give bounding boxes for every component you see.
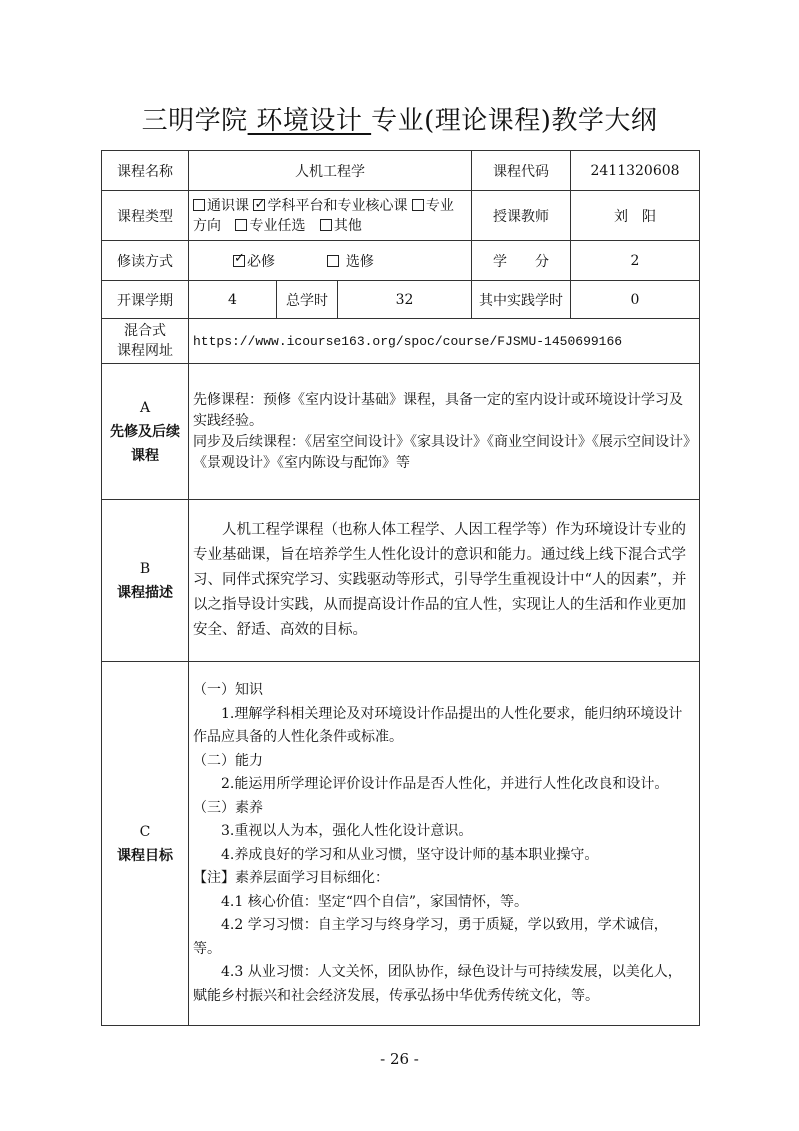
checkbox-elective-icon <box>235 219 247 231</box>
course-url-label <box>102 319 189 364</box>
follow-up-courses: 同步及后续课程：《居室空间设计》《家具设计》《商业空间设计》《展示空间设计》《景观设计》《室内陈设与配饰》等 <box>193 433 690 471</box>
section-c-title: 课程目标 <box>117 847 173 864</box>
prerequisite-courses: 先修课程：预修《室内设计基础》课程，具备一定的室内设计或环境设计学习及实践经验。 <box>193 391 683 429</box>
checkbox-checked-platform-icon <box>253 199 265 211</box>
total-hours-value: 32 <box>338 281 472 319</box>
objective-line: 4.2 学习习惯：自主学习与终身学习，勇于质疑，学以致用，学术诚信，等。 <box>193 917 668 957</box>
page-title <box>0 100 799 137</box>
course-type-label: 课程类型 <box>102 191 189 241</box>
study-mode-options <box>189 241 472 281</box>
option-other: 其他 <box>333 217 362 234</box>
course-code-value: 2411320608 <box>571 151 700 191</box>
course-description: 人机工程学课程（也称人体工程学、人因工程学等）作为环境设计专业的专业基础课，旨在培养学生人性化设计的意识和能力。通过线上线下混合式学习、同伴式探究学习、实践驱动等形式，引导学生重视设计中“人的因素”，并以之指导设计实践，从而提高设计作品的宜人性，实现让人的生活和作业更加安全、舒适、高效的目标。 <box>189 500 700 662</box>
objective-line: （一）知识 <box>193 682 263 698</box>
objective-line: （三）素养 <box>193 799 263 816</box>
row-course-name <box>102 151 700 191</box>
option-general: 通识课 <box>207 197 249 214</box>
total-hours-label: 总学时 <box>277 281 338 319</box>
row-study-mode <box>102 241 700 281</box>
option-platform: 学科平台和专业核心课 <box>267 197 408 214</box>
row-section-c <box>102 662 700 1026</box>
course-name-value: 人机工程学 <box>189 151 472 191</box>
title-major: 环境设计 <box>247 106 372 136</box>
credit-value: 2 <box>571 241 700 281</box>
checkbox-direction-icon <box>412 199 424 211</box>
section-b-label <box>102 500 189 662</box>
course-objectives <box>189 662 700 1026</box>
study-mode-label: 修读方式 <box>102 241 189 281</box>
title-suffix: 专业(理论课程)教学大纲 <box>371 106 658 136</box>
row-section-a <box>102 364 700 500</box>
objective-line: 【注】素养层面学习目标细化： <box>193 870 389 886</box>
section-a-title-line2: 课程 <box>131 447 159 464</box>
option-elective: 专业任选 <box>249 217 306 234</box>
section-c-letter: C <box>139 823 151 840</box>
row-semester <box>102 281 700 319</box>
checkbox-other-icon <box>320 219 332 231</box>
checkbox-general-icon <box>193 199 205 211</box>
section-a-letter: A <box>139 399 151 416</box>
option-optional: 选修 <box>345 253 374 270</box>
semester-label: 开课学期 <box>102 281 189 319</box>
section-a-label <box>102 364 189 500</box>
title-prefix: 三明学院 <box>141 106 248 136</box>
checkbox-optional-icon <box>327 255 339 267</box>
syllabus-table <box>101 150 700 1026</box>
row-section-b <box>102 500 700 662</box>
row-course-type <box>102 191 700 241</box>
section-a-title-line1: 先修及后续 <box>110 423 180 440</box>
practice-hours-value: 0 <box>571 281 700 319</box>
section-a-content <box>189 364 700 500</box>
objective-line: 2.能运用所学理论评价设计作品是否人性化，并进行人性化改良和设计。 <box>221 776 669 792</box>
semester-value: 4 <box>189 281 277 319</box>
course-code-label: 课程代码 <box>472 151 571 191</box>
objective-line: （二）能力 <box>193 752 263 769</box>
course-url-link[interactable]: https://www.icourse163.org/spoc/course/FJSMU-1450699166 <box>189 319 700 364</box>
option-required: 必修 <box>247 253 275 270</box>
checkbox-checked-required-icon <box>233 255 245 267</box>
credit-label: 学 分 <box>472 241 571 281</box>
option-direction: 专业方向 <box>193 197 454 234</box>
objective-line: 1.理解学科相关理论及对环境设计作品提出的人性化要求，能归纳环境设计作品应具备的人性化条件或标准。 <box>193 705 683 745</box>
course-url-label-line1: 混合式 <box>124 323 166 339</box>
course-url-label-line2: 课程网址 <box>117 343 173 359</box>
objective-line: 3.重视以人为本，强化人性化设计意识。 <box>221 823 473 839</box>
objective-line: 4.养成良好的学习和从业习惯，坚守设计师的基本职业操守。 <box>221 846 599 863</box>
objective-line: 4.1 核心价值：坚定“四个自信”，家国情怀，等。 <box>221 893 529 910</box>
page-number: - 26 - <box>380 1050 419 1068</box>
practice-hours-label: 其中实践学时 <box>472 281 571 319</box>
row-course-url <box>102 319 700 364</box>
objective-line: 4.3 从业习惯：人文关怀，团队协作，绿色设计与可持续发展，以美化人，赋能乡村振兴和社会经济发展，传承弘扬中华优秀传统文化，等。 <box>193 964 682 1004</box>
section-c-label <box>102 662 189 1026</box>
section-b-letter: B <box>139 560 151 577</box>
teacher-label: 授课教师 <box>472 191 571 241</box>
course-type-options <box>189 191 472 241</box>
section-b-title: 课程描述 <box>117 584 173 601</box>
course-name-label: 课程名称 <box>102 151 189 191</box>
teacher-value: 刘 阳 <box>571 191 700 241</box>
